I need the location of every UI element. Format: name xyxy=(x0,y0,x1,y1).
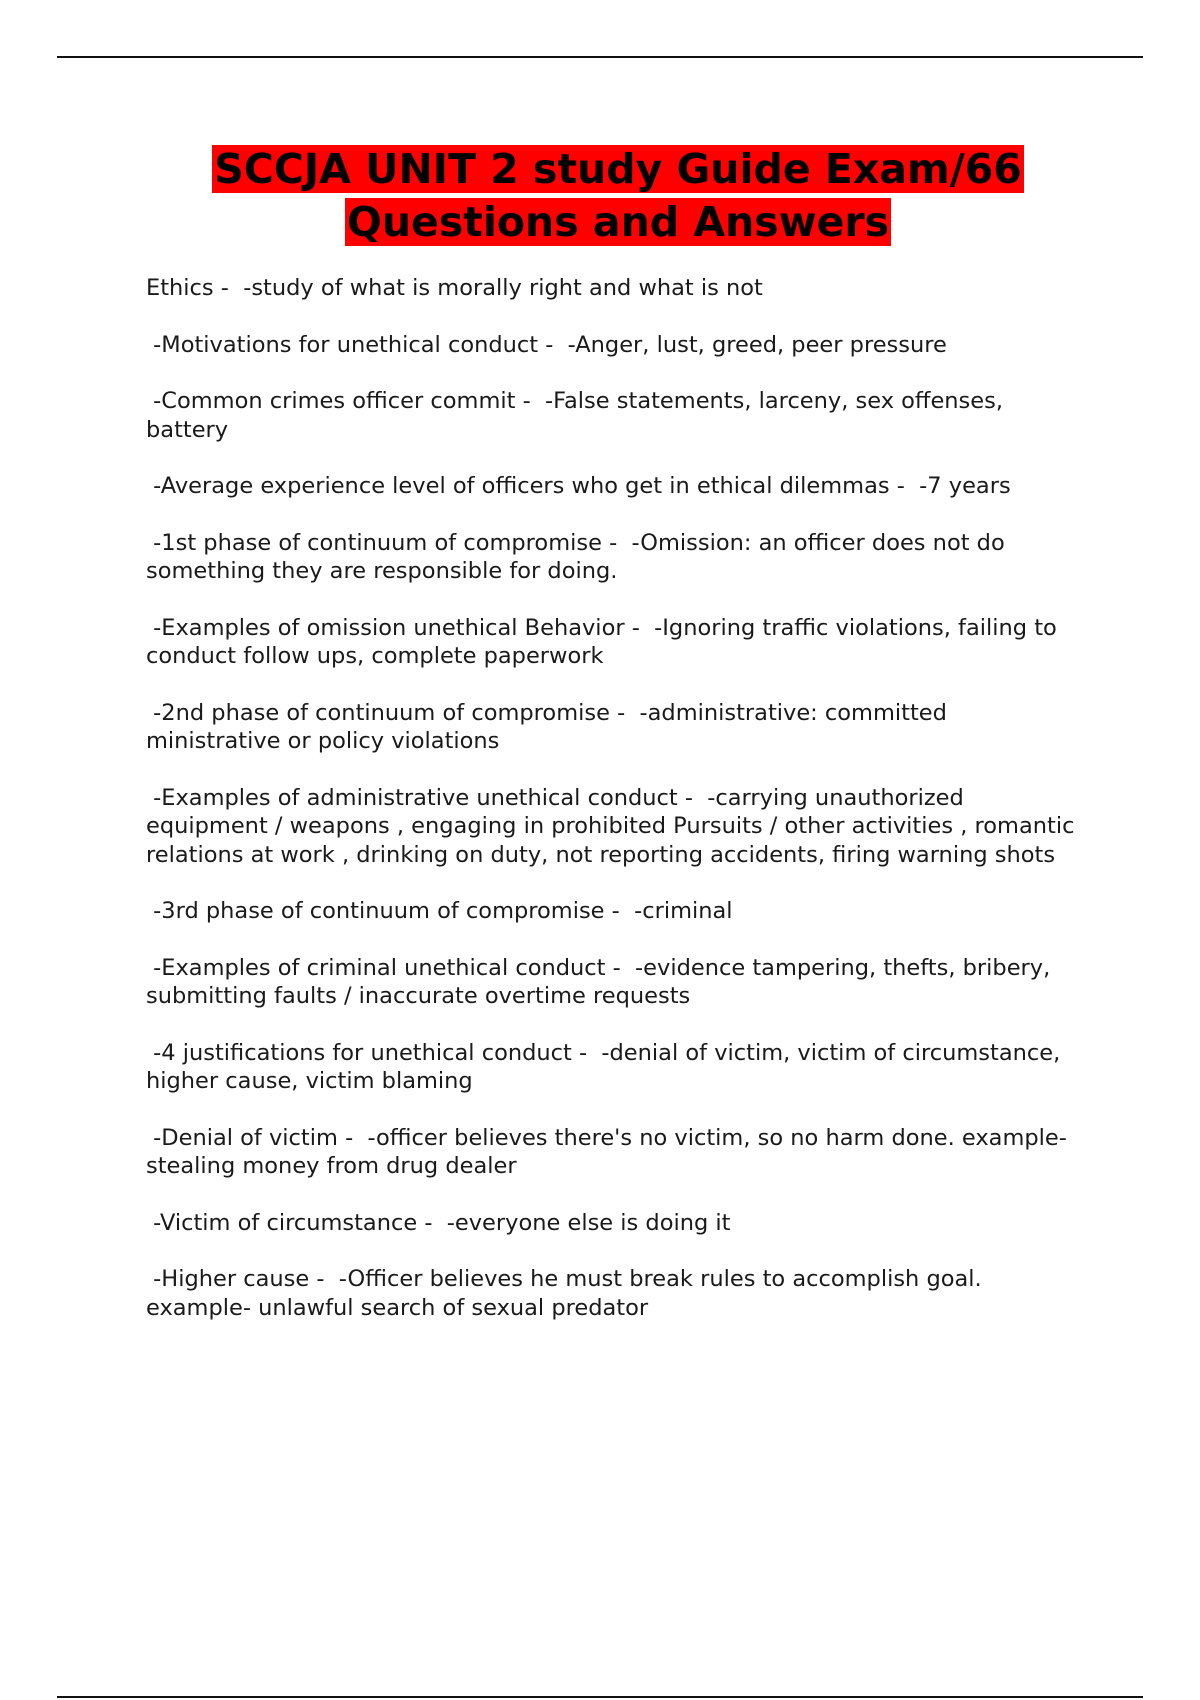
qa-list xyxy=(146,274,1086,1350)
qa-item: -Denial of victim - -officer believes there's no victim, so no harm done. example- stealing money from drug dealer xyxy=(146,1124,1075,1179)
qa-item: -Motivations for unethical conduct - -Anger, lust, greed, peer pressure xyxy=(146,331,947,358)
qa-item: -4 justifications for unethical conduct - -denial of victim, victim of circumstance, higher cause, victim blaming xyxy=(146,1039,1068,1094)
qa-item: -Victim of circumstance - -everyone else is doing it xyxy=(146,1209,731,1236)
qa-item: Ethics - -study of what is morally right and what is not xyxy=(146,275,763,301)
qa-item: -3rd phase of continuum of compromise - -criminal xyxy=(146,898,733,924)
qa-item: -Higher cause - -Officer believes he must break rules to accomplish goal. example- unlawful search of sexual predator xyxy=(146,1266,989,1321)
qa-item: -Average experience level of officers who get in ethical dilemmas - -7 years xyxy=(146,473,1011,499)
qa-item: -2nd phase of continuum of compromise - -administrative: committed ministrative or policy violations xyxy=(146,699,955,754)
qa-item: -1st phase of continuum of compromise - -Omission: an officer does not do something they are responsible for doing. xyxy=(146,529,1012,584)
qa-item: -Examples of omission unethical Behavior - -Ignoring traffic violations, failing to conduct follow ups, complete paperwork xyxy=(146,614,1064,669)
top-divider xyxy=(57,56,1143,58)
qa-item: -Examples of administrative unethical conduct - -carrying unauthorized equipment / weapons , engaging in prohibited Pursuits / other activities , romantic relations at work , drinking on duty, not reporting accidents, firing warning shots xyxy=(146,784,1082,868)
qa-item: -Common crimes officer commit - -False statements, larceny, sex offenses, battery xyxy=(146,388,1011,443)
document-title xyxy=(120,143,1116,249)
qa-item: -Examples of criminal unethical conduct - -evidence tampering, thefts, bribery, submitting faults / inaccurate overtime requests xyxy=(146,954,1058,1009)
bottom-divider xyxy=(57,1696,1143,1698)
title-line-2: Questions and Answers xyxy=(346,198,890,246)
title-line-1: SCCJA UNIT 2 study Guide Exam/66 xyxy=(214,145,1022,193)
